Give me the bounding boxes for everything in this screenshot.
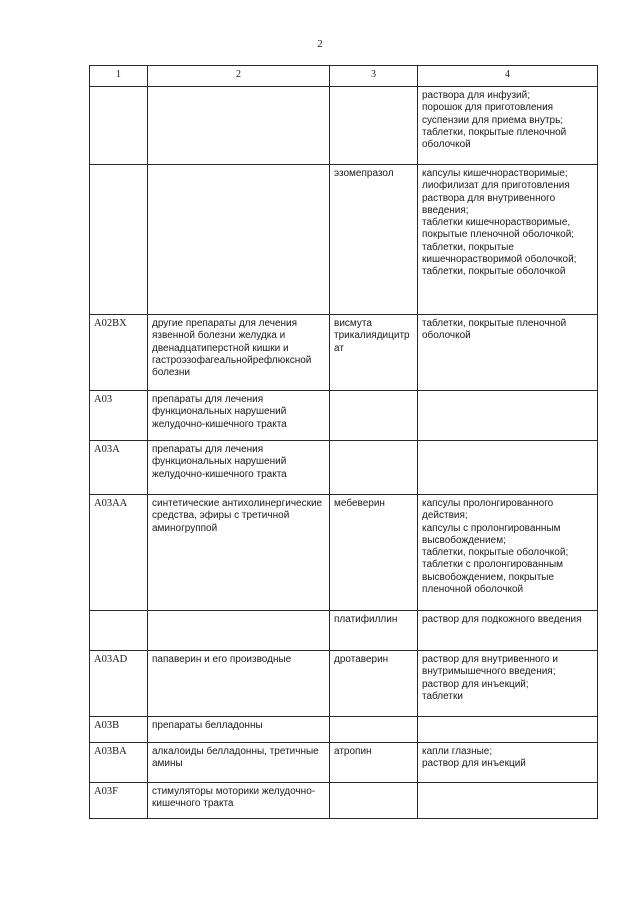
table-row [90, 391, 598, 441]
atc-code-cell: A03A [90, 441, 148, 495]
atc-code-cell: A03F [90, 783, 148, 819]
drug-name-cell [330, 717, 418, 743]
table-row [90, 651, 598, 717]
dosage-forms-cell [418, 717, 598, 743]
group-name-cell: стимуляторы моторики желудочно-кишечного тракта [148, 783, 330, 819]
dosage-forms-cell: капсулы пролонгированного действия; капсулы с пролонгированным высвобождением; таблетки, покрытые оболочкой; таблетки с пролонгированным высвобождением, покрытые пленочной оболочкой [418, 495, 598, 611]
header-cell-1: 1 [90, 66, 148, 87]
group-name-cell: синтетические антихолинергические средства, эфиры с третичной аминогруппой [148, 495, 330, 611]
dosage-forms-cell: капли глазные; раствор для инъекций [418, 743, 598, 783]
table-row [90, 743, 598, 783]
table-row [90, 495, 598, 611]
dosage-forms-cell: таблетки, покрытые пленочной оболочкой [418, 315, 598, 391]
table-header-row [90, 66, 598, 87]
group-name-cell [148, 87, 330, 165]
group-name-cell: препараты для лечения функциональных нарушений желудочно-кишечного тракта [148, 391, 330, 441]
header-cell-3: 3 [330, 66, 418, 87]
drug-name-cell: висмута трикалиядицитрат [330, 315, 418, 391]
table-row [90, 87, 598, 165]
table-row [90, 441, 598, 495]
table-row [90, 611, 598, 651]
drug-name-cell [330, 441, 418, 495]
group-name-cell: препараты белладонны [148, 717, 330, 743]
dosage-forms-cell [418, 391, 598, 441]
table-row [90, 315, 598, 391]
atc-code-cell [90, 165, 148, 315]
table-row [90, 717, 598, 743]
header-cell-2: 2 [148, 66, 330, 87]
drug-name-cell: дротаверин [330, 651, 418, 717]
drug-name-cell [330, 391, 418, 441]
dosage-forms-cell: раствор для подкожного введения [418, 611, 598, 651]
dosage-forms-cell: раствора для инфузий; порошок для приготовления суспензии для приема внутрь; таблетки, покрытые пленочной оболочкой [418, 87, 598, 165]
group-name-cell: папаверин и его производные [148, 651, 330, 717]
drug-name-cell: атропин [330, 743, 418, 783]
drug-name-cell: мебеверин [330, 495, 418, 611]
atc-code-cell: A03 [90, 391, 148, 441]
dosage-forms-cell [418, 441, 598, 495]
table-row [90, 165, 598, 315]
page-number: 2 [317, 38, 323, 50]
atc-code-cell [90, 611, 148, 651]
group-name-cell: другие препараты для лечения язвенной болезни желудка и двенадцатиперстной кишки и гастроэзофагеальнойрефлюксной болезни [148, 315, 330, 391]
drug-table [89, 65, 598, 819]
group-name-cell [148, 611, 330, 651]
atc-code-cell: A03BA [90, 743, 148, 783]
atc-code-cell: A02BX [90, 315, 148, 391]
atc-code-cell: A03AD [90, 651, 148, 717]
atc-code-cell [90, 87, 148, 165]
drug-name-cell [330, 87, 418, 165]
group-name-cell: препараты для лечения функциональных нарушений желудочно-кишечного тракта [148, 441, 330, 495]
atc-code-cell: A03AA [90, 495, 148, 611]
dosage-forms-cell: капсулы кишечнорастворимые; лиофилизат для приготовления раствора для внутривенного введения; таблетки кишечнорастворимые, покрытые пленочной оболочкой; таблетки, покрытые кишечнорастворимой оболочкой; таблетки, покрытые оболочкой [418, 165, 598, 315]
drug-name-cell [330, 783, 418, 819]
atc-code-cell: A03B [90, 717, 148, 743]
drug-name-cell: платифиллин [330, 611, 418, 651]
table-row [90, 783, 598, 819]
header-cell-4: 4 [418, 66, 598, 87]
dosage-forms-cell [418, 783, 598, 819]
dosage-forms-cell: раствор для внутривенного и внутримышечного введения; раствор для инъекций; таблетки [418, 651, 598, 717]
drug-name-cell: эзомепразол [330, 165, 418, 315]
group-name-cell [148, 165, 330, 315]
group-name-cell: алкалоиды белладонны, третичные амины [148, 743, 330, 783]
